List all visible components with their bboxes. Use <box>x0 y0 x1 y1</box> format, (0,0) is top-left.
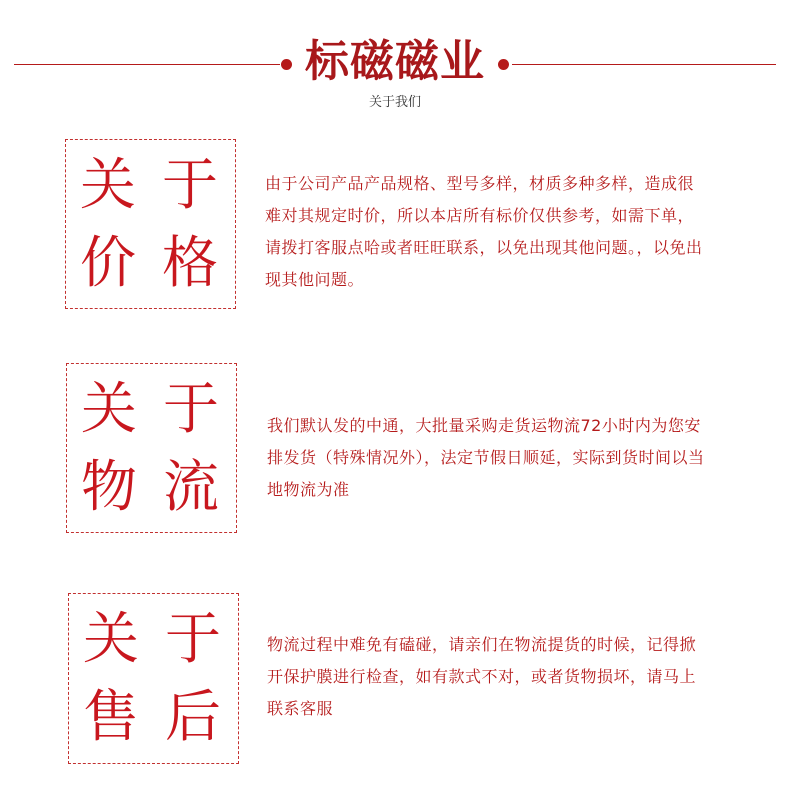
label-box-after-sales <box>68 593 239 764</box>
label-box-price <box>65 139 236 309</box>
label-char: 于 <box>162 153 218 218</box>
label-char: 格 <box>162 231 218 296</box>
label-char: 价 <box>80 231 136 296</box>
label-char: 关 <box>81 377 137 442</box>
label-char: 关 <box>80 153 136 218</box>
label-char: 后 <box>165 685 221 750</box>
divider-right <box>512 64 776 65</box>
divider-left <box>14 64 280 65</box>
dot-right-icon <box>498 59 509 70</box>
section-text-logistics: 我们默认发的中通，大批量采购走货运物流72小时内为您安排发货（特殊情况外），法定节假日顺延，实际到货时间以当地物流为准 <box>267 416 705 499</box>
brand-title: 标磁磁业 <box>305 36 485 87</box>
header <box>0 0 790 120</box>
section-text-price: 由于公司产品产品规格、型号多样，材质多种多样，造成很难对其规定时价，所以本店所有标价仅供参考，如需下单，请拨打客服点哈或者旺旺联系，以免出现其他问题。，以免出现其他问题。 <box>265 174 703 289</box>
page-subtitle: 关于我们 <box>368 95 421 110</box>
dot-left-icon <box>281 59 292 70</box>
label-char: 售 <box>83 685 139 750</box>
label-char: 流 <box>163 455 219 520</box>
label-char: 关 <box>83 607 139 672</box>
label-char: 物 <box>81 455 137 520</box>
label-box-logistics <box>66 363 237 533</box>
label-char: 于 <box>163 377 219 442</box>
label-char: 于 <box>165 607 221 672</box>
section-text-after-sales: 物流过程中难免有磕碰，请亲们在物流提货的时候，记得掀开保护膜进行检查，如有款式不对，或者货物损坏，请马上联系客服 <box>267 635 697 718</box>
